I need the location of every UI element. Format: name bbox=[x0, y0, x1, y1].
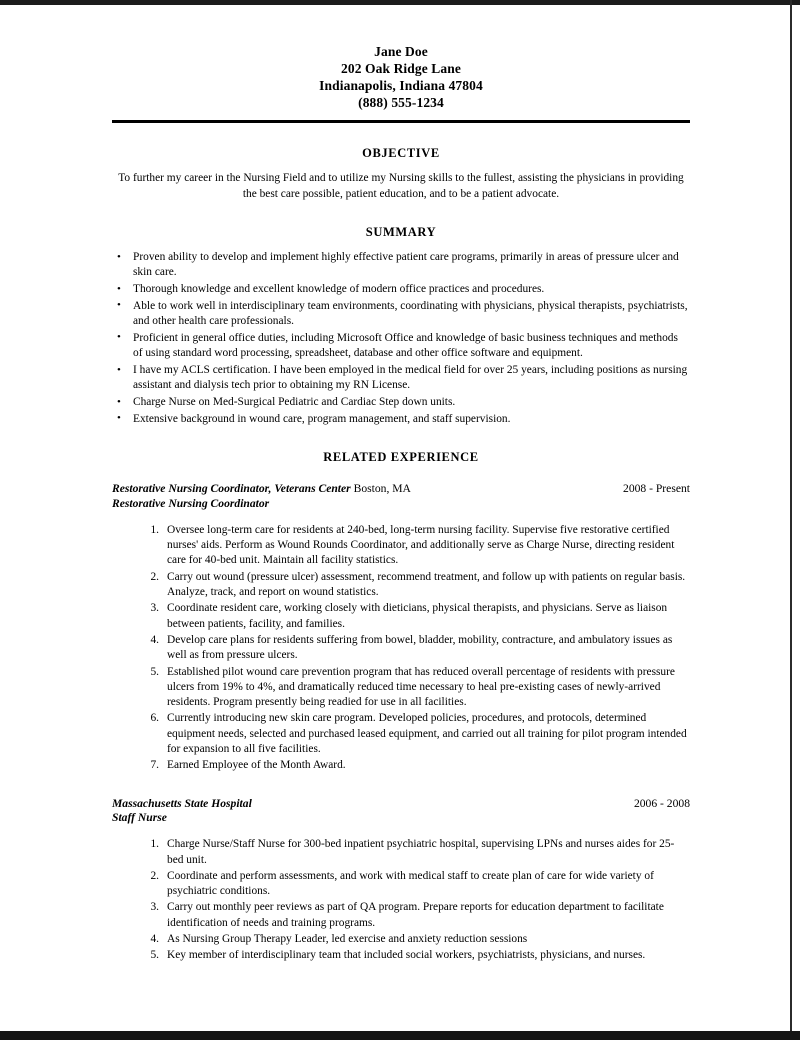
phone-number: (888) 555-1234 bbox=[358, 95, 444, 110]
document-content bbox=[112, 43, 690, 965]
duty-text: Key member of interdisciplinary team that included social workers, psychiatrists, physicians, and nurses. bbox=[167, 949, 646, 962]
duty-text: Develop care plans for residents suffering from bowel, bladder, mobility, contracture, and ambulatory issues as well as from pressure ulcers. bbox=[167, 633, 673, 662]
summary-bullet-list bbox=[112, 250, 690, 427]
duty-text: Earned Employee of the Month Award. bbox=[167, 759, 346, 772]
document-sheet bbox=[0, 5, 790, 1031]
list-number: 2. bbox=[150, 570, 159, 583]
job-location: Boston, MA bbox=[350, 482, 411, 496]
list-item: • Proficient in general office duties, including Microsoft Office and knowledge of basic business techniques and methods of using standard word processing, spreadsheet, database and other office software and equipment. bbox=[112, 331, 690, 362]
list-number: 4. bbox=[150, 932, 159, 945]
job-title-line bbox=[112, 797, 690, 812]
duty-text: Oversee long-term care for residents at 240-bed, long-term nursing facility. Supervise five restorative certified nurses' aids. Perform as Wound Rounds Coordinator, and additionally serve as Charge Nurse, directing resident care for 40-bed unit. Maintain all facility statistics. bbox=[167, 523, 675, 567]
list-item: • Charge Nurse on Med-Surgical Pediatric and Cardiac Step down units. bbox=[112, 395, 690, 410]
job-entry bbox=[112, 482, 690, 773]
street-address: 202 Oak Ridge Lane bbox=[341, 61, 461, 76]
job-dates: 2006 - 2008 bbox=[633, 796, 690, 810]
table-row bbox=[112, 570, 690, 601]
table-row bbox=[112, 869, 690, 900]
duty-text: As Nursing Group Therapy Leader, led exercise and anxiety reduction sessions bbox=[167, 932, 528, 945]
job-title bbox=[112, 797, 252, 812]
job-role: Staff Nurse bbox=[112, 811, 167, 825]
list-item: • I have my ACLS certification. I have been employed in the medical field for over 25 years, including positions as nursing assistant and dialysis tech prior to obtaining my RN License. bbox=[112, 363, 690, 394]
table-row bbox=[112, 665, 690, 711]
list-number: 5. bbox=[150, 665, 159, 678]
duty-text: Established pilot wound care prevention program that has reduced overall percentage of residents with pressure ulcers from 19% to 4%, and dramatically reduced time necessary to heal pre-existing cases of newly-arrived residents. Program presently being readied for use in all facilities. bbox=[167, 665, 675, 709]
list-number: 5. bbox=[150, 949, 159, 962]
list-item: • Thorough knowledge and excellent knowledge of modern office practices and procedures. bbox=[112, 282, 690, 297]
table-row bbox=[112, 900, 690, 931]
list-number: 1. bbox=[150, 838, 159, 851]
objective-heading: OBJECTIVE bbox=[362, 146, 440, 160]
objective-text: To further my career in the Nursing Field and to utilize my Nursing skills to the fullest, assisting the physicians in providing the best care possible, patient education, and to be a patient advocate. bbox=[118, 172, 684, 200]
table-row bbox=[112, 601, 690, 632]
candidate-name: Jane Doe bbox=[374, 44, 428, 59]
job-dates: 2008 - Present bbox=[623, 482, 690, 496]
table-row bbox=[112, 633, 690, 664]
list-item: • Proven ability to develop and implement highly effective patient care programs, primarily in areas of pressure ulcer and skin care. bbox=[112, 250, 690, 281]
table-row bbox=[112, 711, 690, 757]
list-number: 6. bbox=[150, 712, 159, 725]
experience-heading: RELATED EXPERIENCE bbox=[323, 450, 479, 465]
list-number: 2. bbox=[150, 869, 159, 882]
header-divider-rule bbox=[112, 120, 690, 123]
list-number: 3. bbox=[150, 901, 159, 914]
job-title-line bbox=[112, 482, 690, 497]
contact-header bbox=[112, 43, 690, 111]
duty-text: Charge Nurse/Staff Nurse for 300-bed inpatient psychiatric hospital, supervising LPNs and nurses aides for 25-bed unit. bbox=[167, 838, 675, 866]
job-title-italic: Restorative Nursing Coordinator, Veterans Center bbox=[112, 482, 351, 496]
list-number: 3. bbox=[150, 602, 159, 615]
table-row bbox=[112, 523, 690, 569]
list-item: • Extensive background in wound care, program management, and staff supervision. bbox=[112, 412, 690, 427]
table-row bbox=[112, 758, 690, 773]
job-title-italic: Massachusetts State Hospital bbox=[112, 796, 252, 810]
job-role: Restorative Nursing Coordinator bbox=[112, 497, 270, 511]
duty-text: Currently introducing new skin care program. Developed policies, procedures, and protocols, determined equipment needs, selected and purchased leased equipment, and carried out all training for pilot program intended for expansion to all five facilities. bbox=[167, 712, 687, 756]
table-row bbox=[112, 948, 690, 963]
job-entry bbox=[112, 797, 690, 964]
scan-edge-bottom bbox=[0, 1031, 800, 1040]
table-row bbox=[112, 932, 690, 947]
list-item: • Able to work well in interdisciplinary team environments, coordinating with physicians, physical therapists, psychiatrists, and other health care professionals. bbox=[112, 299, 690, 330]
duty-text: Coordinate and perform assessments, and work with medical staff to create plan of care for wide variety of psychiatric conditions. bbox=[167, 869, 654, 898]
duty-text: Carry out wound (pressure ulcer) assessment, recommend treatment, and follow up with patients on regular basis. Analyze, track, and report on wound statistics. bbox=[167, 570, 686, 599]
scan-edge-right bbox=[790, 0, 792, 1032]
table-row bbox=[112, 837, 690, 868]
list-number: 1. bbox=[150, 523, 159, 536]
list-number: 4. bbox=[150, 633, 159, 646]
job-duty-list bbox=[112, 523, 690, 774]
city-state-zip: Indianapolis, Indiana 47804 bbox=[319, 78, 483, 93]
job-title bbox=[112, 482, 411, 497]
job-duty-list bbox=[112, 837, 690, 963]
summary-heading: SUMMARY bbox=[365, 225, 437, 239]
duty-text: Carry out monthly peer reviews as part of QA program. Prepare reports for education department to facilitate identification of needs and training programs. bbox=[167, 901, 664, 929]
list-number: 7. bbox=[150, 759, 159, 772]
duty-text: Coordinate resident care, working closely with dieticians, physical therapists, and physicians. Serve as liaison between patients, facility, and families. bbox=[167, 602, 668, 630]
